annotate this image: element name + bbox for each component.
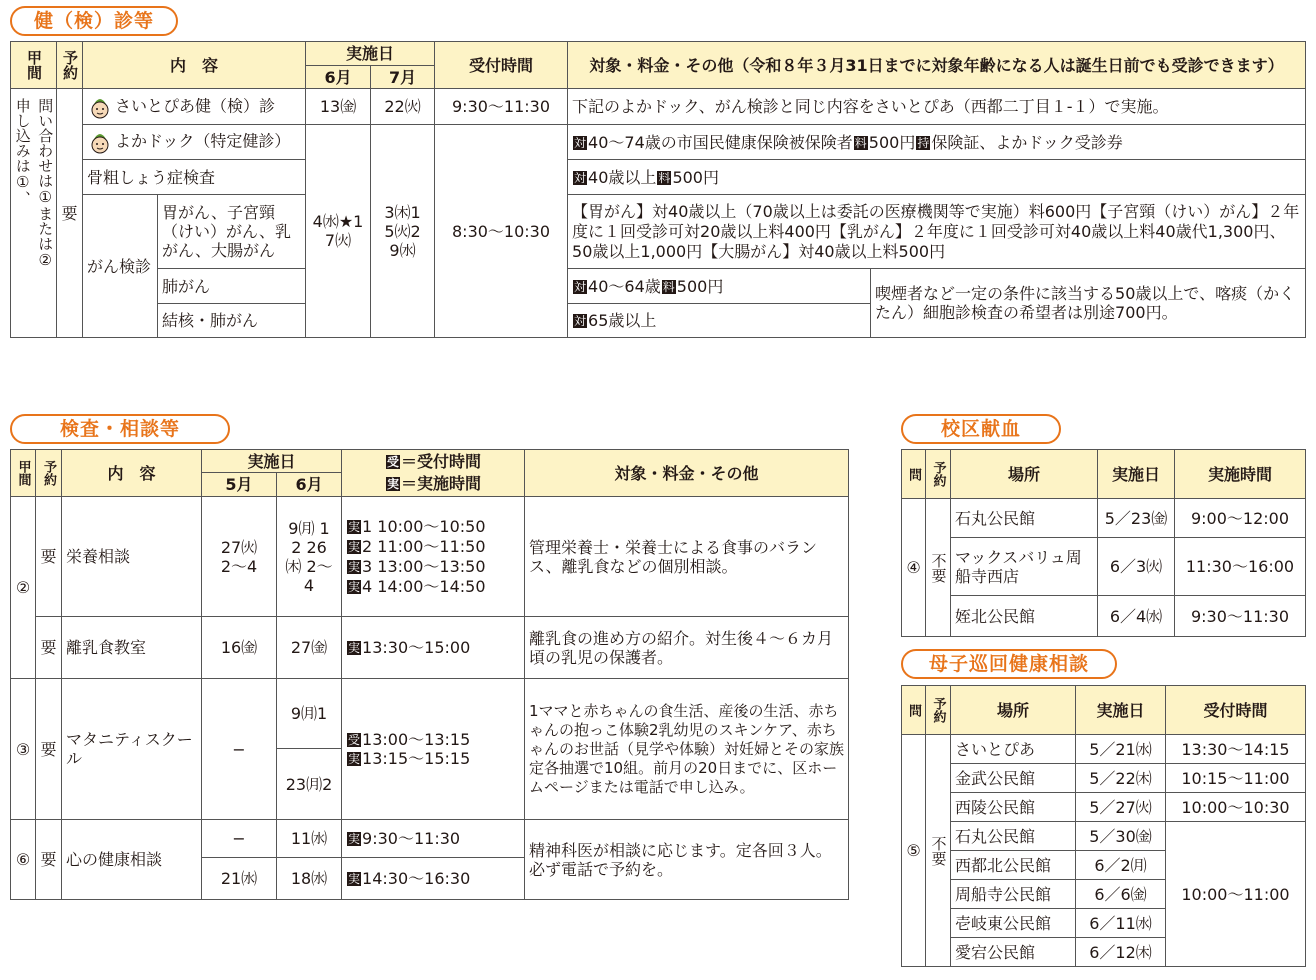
kotsusoshou-note: 対 40歳以上 料 500円 <box>568 160 1306 195</box>
eiyou-may-date: 27㈫ 2〜4 <box>202 497 277 617</box>
basho-header: 場所 <box>951 450 1098 499</box>
yoyaku-header: 予約 <box>930 697 946 723</box>
kekkaku-name: 結核・肺がん <box>158 304 306 338</box>
maternity-times: 受 13:00〜13:15 実 13:15〜15:15 <box>342 679 525 820</box>
eiyou-name: 栄養相談 <box>62 497 202 617</box>
time-legend-header: 受 ＝受付時間 実 ＝実施時間 <box>342 450 525 497</box>
kokoro-june-date-2: 18㈬ <box>277 858 342 900</box>
yokadock-name: よかドック（特定健診） <box>115 131 291 151</box>
month-7-header: 7月 <box>371 66 435 89</box>
yoyaku-header: 予約 <box>41 460 56 486</box>
eiyou-times: 実 1 10:00〜10:50 実 2 11:00〜11:50 実 3 13:00〜13:50 実 4 14:00〜14:50 <box>342 497 525 617</box>
time: 11:30〜16:00 <box>1175 538 1306 596</box>
date: 6／12㈭ <box>1076 938 1166 967</box>
place: 西陵公民館 <box>951 793 1076 822</box>
row-no: ② <box>11 497 36 679</box>
kou-header: 問 <box>906 703 921 717</box>
date: 5／23㈮ <box>1098 499 1175 538</box>
date: 5／21㈬ <box>1076 735 1166 764</box>
eiyou-june-date: 9㈪ 1 2 26㈭ 2〜4 <box>277 497 342 617</box>
place: 西都北公民館 <box>951 851 1076 880</box>
jisshi-header: 実施日 <box>1098 450 1175 499</box>
date: 6／11㈬ <box>1076 909 1166 938</box>
place: 石丸公民館 <box>951 822 1076 851</box>
haigan-note: 対 40〜64歳 料 500円 <box>568 269 871 304</box>
time: 9:30〜11:30 <box>1175 596 1306 637</box>
shared-time: 10:00〜11:00 <box>1166 822 1306 967</box>
saitopia-note: 下記のよかドック、がん検診と同じ内容をさいとぴあ（西都二丁目１-１）で実施。 <box>568 89 1306 125</box>
kou-header: 問 <box>906 467 921 481</box>
kensa-table <box>10 449 849 900</box>
place: 金武公民館 <box>951 764 1076 793</box>
row-no: ⑥ <box>11 820 36 900</box>
kenshin-table <box>10 41 1306 338</box>
rinyuushoku-june-date: 27㈮ <box>277 617 342 679</box>
gan-kenshin-label: がん検診 <box>83 195 158 338</box>
yoyaku-value: 要 <box>36 820 62 900</box>
kokoro-may-date-1: − <box>202 820 277 858</box>
place: マックスバリュ周船寺西店 <box>951 538 1098 596</box>
time: 10:00〜10:30 <box>1166 793 1306 822</box>
rinyuushoku-name: 離乳食教室 <box>62 617 202 679</box>
place: 愛宕公民館 <box>951 938 1076 967</box>
time-header: 受付時間 <box>1166 686 1306 735</box>
date: 6／6㈮ <box>1076 880 1166 909</box>
kokoro-may-date-2: 21㈬ <box>202 858 277 900</box>
yokadock-note: 対 40〜74歳の市国民健康保険被保険者 料 500円 持 保険証、よかドック受診券 <box>568 125 1306 160</box>
date: 6／4㈬ <box>1098 596 1175 637</box>
igan-etc-note: 【胃がん】対40歳以上（70歳以上は委託の医療機関等で実施）料600円【子宮頸（けい）がん】２年度に１回受診可対20歳以上料400円【乳がん】２年度に１回受診可対40歳以上料40歳代1,300円、50歳以上1,000円【大腸がん】対40歳以上料500円 <box>568 195 1306 269</box>
naiyou-header: 内 容 <box>83 42 306 89</box>
kou-header: 甲間 <box>15 460 31 486</box>
time: 9:00〜12:00 <box>1175 499 1306 538</box>
time: 10:15〜11:00 <box>1166 764 1306 793</box>
saitopia-kenshin-name: さいとぴあ健（検）診 <box>115 96 276 115</box>
section-title-kensa: 検査・相談等 <box>10 414 230 444</box>
maternity-june-date-1: 9㈪1 <box>277 679 342 749</box>
fuyo-value: 不要 <box>929 835 948 866</box>
saitopia-time: 9:30〜11:30 <box>435 89 568 125</box>
date: 6／3㈫ <box>1098 538 1175 596</box>
section-title-boshi: 母子巡回健康相談 <box>901 649 1117 679</box>
yoyaku-value: 要 <box>36 497 62 617</box>
month-6-header: 6月 <box>277 473 342 497</box>
uketsuke-header: 受付時間 <box>435 42 568 89</box>
yoyaku-value: 要 <box>57 89 83 338</box>
place: さいとぴあ <box>951 735 1076 764</box>
maternity-june-date-2: 23㈪2 <box>277 749 342 820</box>
sonota-header: 対象・料金・その他（令和８年３月31日までに対象年齢になる人は誕生日前でも受診できます） <box>568 42 1306 89</box>
mascot-icon <box>87 95 113 119</box>
kou-header: 甲間 <box>25 50 43 80</box>
rinyuushoku-may-date: 16㈮ <box>202 617 277 679</box>
place: 姪北公民館 <box>951 596 1098 637</box>
section-title-kenshin: 健（検）診等 <box>10 6 178 36</box>
month-6-header: 6月 <box>306 66 371 89</box>
row-no: ③ <box>11 679 36 820</box>
maternity-may-date: − <box>202 679 277 820</box>
row-no: ④ <box>902 499 926 637</box>
yoyaku-header: 予約 <box>930 461 946 487</box>
date: 5／27㈫ <box>1076 793 1166 822</box>
boshi-table <box>901 685 1306 967</box>
kekkaku-note: 対 65歳以上 <box>568 304 871 338</box>
fuyo-value: 不要 <box>929 552 948 583</box>
gan-june-dates: 4㈬★17㈫ <box>306 125 371 338</box>
row-no: ⑤ <box>902 735 926 967</box>
section-title-kenketsu: 校区献血 <box>901 414 1061 444</box>
kokoro-june-date-1: 11㈬ <box>277 820 342 858</box>
igan-etc-name: 胃がん、子宮頸（けい）がん、乳がん、大腸がん <box>158 195 306 269</box>
haigan-name: 肺がん <box>158 269 306 304</box>
gan-july-dates: 3㈭15㈫29㈬ <box>371 125 435 338</box>
yoyaku-value: 要 <box>36 617 62 679</box>
rinyuushoku-note: 離乳食の進め方の紹介。対生後４〜６カ月頃の乳児の保護者。 <box>525 617 849 679</box>
jisshi-header: 実施日 <box>202 450 342 473</box>
saitopia-june-date: 13㈮ <box>306 89 371 125</box>
yoyaku-value: 要 <box>36 679 62 820</box>
date: 5／30㈮ <box>1076 822 1166 851</box>
date: 5／22㈭ <box>1076 764 1166 793</box>
basho-header: 場所 <box>951 686 1076 735</box>
naiyou-header: 内 容 <box>62 450 202 497</box>
eiyou-note: 管理栄養士・栄養士による食事のバランス、離乳食などの個別相談。 <box>525 497 849 617</box>
place: 石丸公民館 <box>951 499 1098 538</box>
kokoro-time-2: 実 14:30〜16:30 <box>342 858 525 900</box>
kokoro-note: 精神科医が相談に応じます。定各回３人。必ず電話で予約を。 <box>525 820 849 900</box>
moshikomi-text: 申し込みは①、 <box>13 98 32 206</box>
gan-time: 8:30〜10:30 <box>435 125 568 338</box>
place: 壱岐東公民館 <box>951 909 1076 938</box>
kakutan-note: 喫煙者など一定の条件に該当する50歳以上で、喀痰（かくたん）細胞診検査の希望者は別途700円。 <box>871 269 1306 338</box>
kokoro-name: 心の健康相談 <box>62 820 202 900</box>
mascot-icon <box>87 130 113 154</box>
maternity-name: マタニティスクール <box>62 679 202 820</box>
yoyaku-header: 予約 <box>61 50 79 80</box>
kenketsu-table <box>901 449 1306 637</box>
date: 6／2㈪ <box>1076 851 1166 880</box>
kotsusoshou-name: 骨粗しょう症検査 <box>83 160 306 195</box>
sonota-header: 対象・料金・その他 <box>525 450 849 497</box>
maternity-note: 1ママと赤ちゃんの食生活、産後の生活、赤ちゃんの抱っこ体験2乳幼児のスキンケア、赤ちゃんのお世話（見学や体験）対妊婦とその家族定各抽選で10組。前月の20日までに、区ホームページまたは電話で申し込み。 <box>525 679 849 820</box>
time-header: 実施時間 <box>1175 450 1306 499</box>
kokoro-time-1: 実 9:30〜11:30 <box>342 820 525 858</box>
toiawase-text: 問い合わせは①または② <box>36 98 55 269</box>
saitopia-july-date: 22㈫ <box>371 89 435 125</box>
rinyuushoku-time: 実 13:30〜15:00 <box>342 617 525 679</box>
jisshi-header: 実施日 <box>306 42 435 66</box>
place: 周船寺公民館 <box>951 880 1076 909</box>
month-5-header: 5月 <box>202 473 277 497</box>
time: 13:30〜14:15 <box>1166 735 1306 764</box>
jisshi-header: 実施日 <box>1076 686 1166 735</box>
